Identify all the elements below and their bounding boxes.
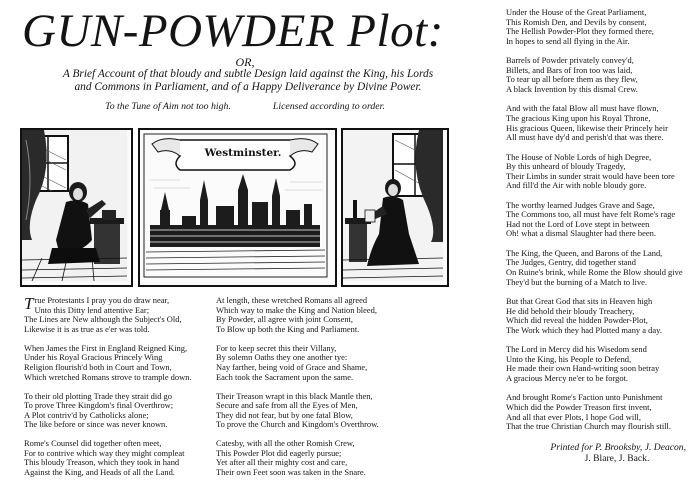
subtitle xyxy=(6,68,490,94)
verse-line: For to contrive which way they might compleat xyxy=(24,447,185,458)
stanza xyxy=(506,56,698,94)
woodcut-banner-label: Westminster. xyxy=(204,147,282,159)
verse-line: Against the King, and Heads of all the Land. xyxy=(24,467,175,478)
stanza xyxy=(216,439,426,477)
verse-column-c xyxy=(506,8,698,464)
verse-line: The Lines are New although the Subject's Old, xyxy=(24,314,182,325)
verse-line: The Commons too, all must have felt Rome's rage xyxy=(506,209,676,220)
verse-line: This bloudy Treason, which they took in hand xyxy=(24,457,180,468)
verse-column-a xyxy=(24,296,209,487)
verse-line: Their own Feet soon was taken in the Snare. xyxy=(216,467,366,478)
tune-text: To the Tune of Aim not too high. xyxy=(105,101,231,112)
verse-line: Their Treason wrapt in this black Mantle then, xyxy=(216,390,373,401)
verse-line: To prove the Church and Kingdom's Overthrow. xyxy=(216,419,379,430)
verse-line: The Hellish Powder-Plot they formed there, xyxy=(506,26,654,37)
printed-by-line-1: Printed for P. Brooksby, J. Deacon, xyxy=(550,441,686,453)
verse-line: By solemn Oaths they one another tye: xyxy=(216,352,348,363)
verse-line: At length, these wretched Romans all agreed xyxy=(216,295,368,305)
verse-line: This Powder Plot did eagerly pursue; xyxy=(216,447,342,458)
stanza xyxy=(216,344,426,382)
stanza xyxy=(506,201,698,239)
verse-line: The gracious King upon his Royal Throne, xyxy=(506,112,651,123)
kneeling-king-illustration xyxy=(22,130,127,281)
ballad-title: GUN-POWDER Plot: xyxy=(22,5,444,57)
verse-line: A gracious Mercy ne'er to be forgot. xyxy=(506,372,629,383)
verse-line: But that Great God that sits in Heaven high xyxy=(506,296,653,307)
verse-line: Nay farther, being void of Grace and Shame, xyxy=(216,361,368,372)
licensed-text: Licensed according to order. xyxy=(272,101,385,112)
verse-line: True Protestants I pray you do draw near, xyxy=(24,294,170,313)
verse-line: A Plot contriv'd by Catholicks alone; xyxy=(24,409,149,420)
stanza xyxy=(24,439,209,477)
verse-line: Which way to make the King and Nation bleed, xyxy=(216,304,377,315)
woodcut-westminster xyxy=(138,128,337,287)
subtitle-line-1: A Brief Account of that bloudy and subtle Design laid against the King, his Lords xyxy=(62,68,434,80)
verse-line: He did behold their bloudy Treachery, xyxy=(506,305,635,316)
tune-line xyxy=(0,101,490,113)
stanza xyxy=(506,153,698,191)
verse-line: Unto this Ditty lend attentive Ear; xyxy=(34,304,150,315)
verse-line: And brought Rome's Faction unto Punishment xyxy=(506,392,663,403)
verse-line: To prove Three Kingdom's final Overthrow; xyxy=(24,400,174,411)
verse-line: They'd but the burning of a Match to live. xyxy=(506,276,647,287)
verse-line: His gracious Queen, likewise their Princely heir xyxy=(506,122,668,133)
verse-line: The House of Noble Lords of high Degree, xyxy=(506,151,652,162)
verse-line: And with the fatal Blow all must have flown, xyxy=(506,103,659,114)
stanza xyxy=(506,345,698,383)
verse-line: Billets, and Bars of Iron too was laid, xyxy=(506,64,633,75)
verse-line: He made their own Hand-writing soon betray xyxy=(506,363,660,374)
verse-line: Religion flourish'd both in Court and Town, xyxy=(24,361,172,372)
printed-by-line-2: J. Blare, J. Back. xyxy=(584,452,650,464)
verse-line: To tear up all before them as they flew, xyxy=(506,74,638,85)
woodcut-kneeling-king xyxy=(20,128,133,287)
verse-line: This Romish Den, and Devils by consent, xyxy=(506,16,647,27)
verse-line: That the true Christian Church may flourish still. xyxy=(506,421,671,432)
verse-line: Which wretched Romans strove to trample down. xyxy=(24,371,192,382)
subtitle-line-2: and Commons in Parliament, and of a Happy Deliverance by Divine Power. xyxy=(74,81,422,93)
verse-line: Catesby, with all the other Romish Crew, xyxy=(216,438,355,449)
verse-line: All must have dy'd and perish'd that was there. xyxy=(506,132,664,143)
verse-line: Oh! what a dismal Slaughter had there been. xyxy=(506,228,656,239)
verse-line: Their Limbs in sunder strait would have been tore xyxy=(506,170,675,181)
verse-line: To their old plotting Trade they strait did go xyxy=(24,390,172,401)
verse-line: Likewise it is as true as e'er was told. xyxy=(24,323,150,334)
verse-line: Barrels of Powder privately convey'd, xyxy=(506,55,634,66)
verse-line: They did not fear, but by one fatal Blow, xyxy=(216,409,353,420)
verse-line: The Work which they had Plotted many a day. xyxy=(506,324,662,335)
verse-line: Each took the Sacrament upon the same. xyxy=(216,371,354,382)
stanza xyxy=(506,249,698,287)
verse-column-b xyxy=(216,296,426,487)
stanza xyxy=(216,296,426,334)
stanza xyxy=(506,393,698,431)
woodcut-kneeling-queen xyxy=(341,128,449,287)
kneeling-queen-illustration xyxy=(343,130,443,281)
verse-line: Under the House of the Great Parliament, xyxy=(506,7,647,17)
stanza xyxy=(24,296,209,334)
stanza xyxy=(216,392,426,430)
verse-line: To Blow up both the King and Parliament. xyxy=(216,323,360,334)
verse-line: Which did reveal the hidden Powder-Plot, xyxy=(506,315,648,326)
verse-line: When James the First in England Reigned King, xyxy=(24,342,188,353)
verse-line: Which did the Powder Treason first invent, xyxy=(506,401,652,412)
verse-line: By Powder, all agree with joint Consent, xyxy=(216,314,353,325)
verse-line: Under his Royal Gracious Princely Wing xyxy=(24,352,163,363)
verse-line: A black Invention by this dismal Crew. xyxy=(506,83,638,94)
verse-line: Yet after all their mighty cost and care, xyxy=(216,457,348,468)
stanza xyxy=(24,344,209,382)
drop-cap: T xyxy=(24,294,34,313)
stanza xyxy=(506,104,698,142)
stanza xyxy=(24,392,209,430)
verse-line: On Ruine's brink, while Rome the Blow should give xyxy=(506,267,683,278)
verse-line: By this unheard of bloudy Tragedy, xyxy=(506,161,626,172)
verse-line: And all that ever Plots, I hope God will, xyxy=(506,411,641,422)
verse-line: The worthy learned Judges Grave and Sage, xyxy=(506,199,655,210)
verse-line: Rome's Counsel did together often meet, xyxy=(24,438,162,449)
verse-line: For to keep secret this their Villany, xyxy=(216,342,337,353)
verse-line: Unto the King, his People to Defend, xyxy=(506,353,632,364)
verse-line: In hopes to send all flying in the Air. xyxy=(506,35,630,46)
subtitle-or: OR, xyxy=(235,55,255,69)
verse-line: The Judges, Gentry, did together stand xyxy=(506,257,636,268)
stanza xyxy=(506,297,698,335)
verse-line: Had not the Lord of Love stept in between xyxy=(506,218,650,229)
verse-line: The Lord in Mercy did his Wisedom send xyxy=(506,344,647,355)
verse-line: And fill'd the Air with noble bloudy gore. xyxy=(506,180,647,191)
verse-line: The King, the Queen, and Barons of the Land, xyxy=(506,247,663,258)
stanza xyxy=(506,8,698,46)
verse-line: The like before or since was never known. xyxy=(24,419,168,430)
verse-line: Secure and safe from all the Eyes of Men, xyxy=(216,400,358,411)
